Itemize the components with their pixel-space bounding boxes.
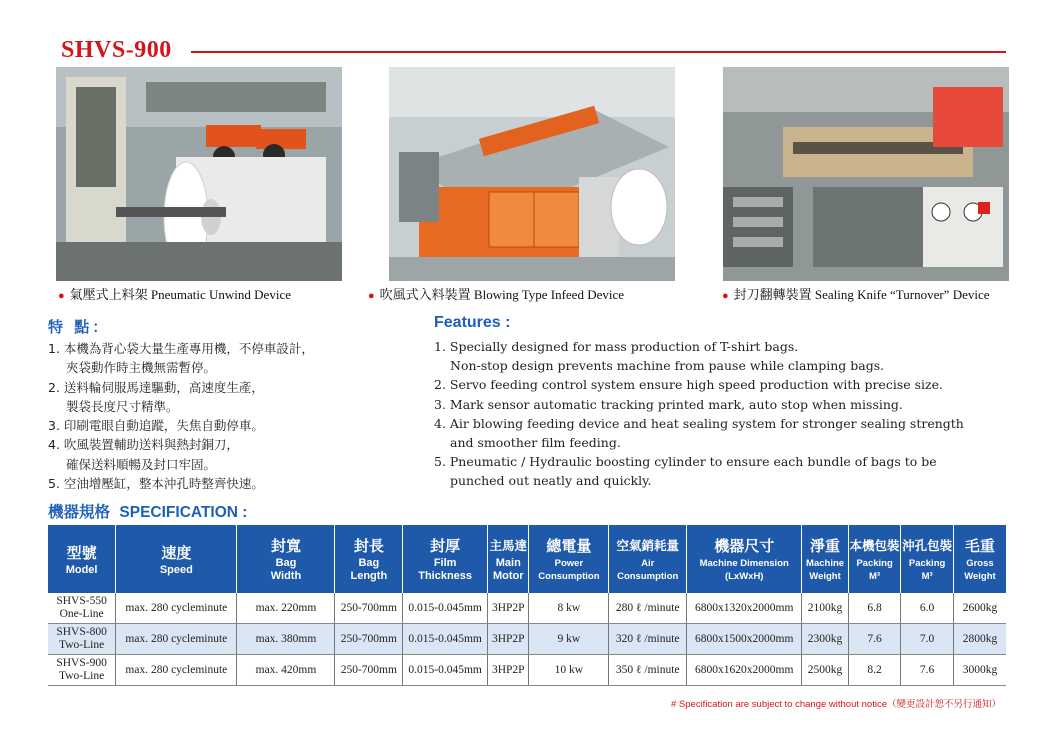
cell-main-motor: 3HP2P bbox=[488, 624, 529, 655]
cell-machine-weight: 2100kg bbox=[802, 593, 848, 624]
feature-zh-line: 3. 印刷電眼自動追蹤，失焦自動停車。 bbox=[48, 418, 264, 434]
cell-power: 10 kw bbox=[529, 655, 609, 686]
cell-speed: max. 280 cycleminute bbox=[116, 655, 237, 686]
cell-power: 8 kw bbox=[529, 593, 609, 624]
feature-zh-line: 製袋長度尺寸精準。 bbox=[66, 398, 179, 414]
spec-header-row bbox=[48, 525, 1006, 593]
col-model: 型號 Model bbox=[48, 525, 116, 593]
photo-pneumatic-unwind bbox=[56, 67, 342, 281]
feature-en-line: and smoother film feeding. bbox=[450, 435, 621, 451]
feature-zh-line: 2. 送料輪伺服馬達驅動，高速度生產， bbox=[48, 379, 264, 395]
feature-en-line: 4. Air blowing feeding device and heat sealing system for stronger sealing strength bbox=[434, 415, 964, 431]
cell-model: SHVS-550 One-Line bbox=[48, 593, 116, 624]
feature-en-line: 1. Specially designed for mass production of T-shirt bags. bbox=[434, 339, 799, 354]
feature-en-line: 3. Mark sensor automatic tracking printed mark, auto stop when missing. bbox=[434, 396, 903, 412]
cell-film-thickness: 0.015-0.045mm bbox=[403, 624, 488, 655]
caption-sealing-knife: ● 封刀翻轉裝置 Sealing Knife “Turnover” Device bbox=[722, 287, 990, 302]
photo-sealing-knife bbox=[723, 67, 1009, 281]
cell-packing-punch: 7.6 bbox=[901, 655, 954, 686]
cell-dimension: 6800x1500x2000mm bbox=[687, 624, 802, 655]
spec-table bbox=[48, 525, 1006, 686]
cell-power: 9 kw bbox=[529, 624, 609, 655]
cell-bag-width: max. 420mm bbox=[237, 655, 335, 686]
col-packing-punch: 沖孔包裝 Packing M³ bbox=[901, 525, 954, 593]
features-en-heading: Features : bbox=[434, 314, 511, 331]
col-dimension: 機器尺寸 Machine Dimension (LxWxH) bbox=[687, 525, 802, 593]
col-packing-machine: 本機包裝 Packing M³ bbox=[848, 525, 901, 593]
caption-infeed: ● 吹風式入料裝置 Blowing Type Infeed Device bbox=[368, 287, 625, 302]
caption-unwind: ● 氣壓式上料架 Pneumatic Unwind Device bbox=[58, 287, 291, 302]
col-bag-width: 封寬 Bag Width bbox=[237, 525, 335, 593]
cell-bag-length: 250-700mm bbox=[335, 593, 403, 624]
cell-machine-weight: 2300kg bbox=[802, 624, 848, 655]
feature-zh-line: 確保送料順暢及封口牢固。 bbox=[66, 456, 217, 472]
photo-blowing-infeed bbox=[389, 67, 675, 281]
cell-speed: max. 280 cycleminute bbox=[116, 593, 237, 624]
bullet-icon: ● bbox=[368, 290, 375, 302]
bullet-icon: ● bbox=[722, 290, 729, 302]
col-power: 總電量 Power Consumption bbox=[529, 525, 609, 593]
feature-en-line: 2. Servo feeding control system ensure high speed production with precise size. bbox=[434, 377, 943, 393]
table-row bbox=[48, 624, 1006, 655]
feature-zh-line: 1. 本機為背心袋大量生產專用機，不停車設計， bbox=[48, 341, 314, 356]
cell-bag-width: max. 220mm bbox=[237, 593, 335, 624]
spec-heading bbox=[48, 500, 247, 522]
table-row bbox=[48, 593, 1006, 624]
cell-bag-length: 250-700mm bbox=[335, 624, 403, 655]
cell-air: 280 ℓ /minute bbox=[609, 593, 687, 624]
cell-packing-machine: 8.2 bbox=[848, 655, 901, 686]
feature-en-line: 5. Pneumatic / Hydraulic boosting cylinder to ensure each bundle of bags to be bbox=[434, 454, 937, 470]
spec-note: # Specification are subject to change without notice（變更設計恕不另行通知） bbox=[671, 699, 1001, 710]
cell-packing-machine: 6.8 bbox=[848, 593, 901, 624]
cell-air: 320 ℓ /minute bbox=[609, 624, 687, 655]
feature-zh-line: 夾袋動作時主機無需暫停。 bbox=[66, 360, 217, 376]
cell-film-thickness: 0.015-0.045mm bbox=[403, 593, 488, 624]
col-gross-weight: 毛重 Gross Weight bbox=[953, 525, 1006, 593]
feature-zh-line: 4. 吹風裝置輔助送料與熱封銅刀， bbox=[48, 437, 239, 453]
features-en-list bbox=[434, 337, 1024, 491]
title-rule bbox=[191, 51, 1006, 53]
cell-model: SHVS-800 Two-Line bbox=[48, 624, 116, 655]
cell-packing-machine: 7.6 bbox=[848, 624, 901, 655]
spec-heading-zh: 機器規格 bbox=[48, 503, 111, 521]
cell-model: SHVS-900 Two-Line bbox=[48, 655, 116, 686]
col-bag-length: 封長 Bag Length bbox=[335, 525, 403, 593]
cell-speed: max. 280 cycleminute bbox=[116, 624, 237, 655]
table-row bbox=[48, 655, 1006, 686]
col-main-motor: 主馬達 Main Motor bbox=[488, 525, 529, 593]
col-air: 空氣銷耗量 Air Consumption bbox=[609, 525, 687, 593]
cell-film-thickness: 0.015-0.045mm bbox=[403, 655, 488, 686]
cell-machine-weight: 2500kg bbox=[802, 655, 848, 686]
cell-bag-length: 250-700mm bbox=[335, 655, 403, 686]
features-zh-list bbox=[48, 339, 388, 493]
col-speed: 速度 Speed bbox=[116, 525, 237, 593]
cell-packing-punch: 7.0 bbox=[901, 624, 954, 655]
cell-bag-width: max. 380mm bbox=[237, 624, 335, 655]
cell-dimension: 6800x1320x2000mm bbox=[687, 593, 802, 624]
bullet-icon: ● bbox=[58, 290, 65, 302]
col-film-thickness: 封厚 Film Thickness bbox=[403, 525, 488, 593]
cell-gross-weight: 2600kg bbox=[953, 593, 1006, 624]
page-title: SHVS-900 bbox=[61, 37, 172, 63]
cell-gross-weight: 3000kg bbox=[953, 655, 1006, 686]
spec-heading-en: SPECIFICATION : bbox=[119, 504, 248, 521]
cell-main-motor: 3HP2P bbox=[488, 593, 529, 624]
feature-zh-line: 5. 空油增壓缸，整本沖孔時整齊快速。 bbox=[48, 476, 264, 492]
features-zh-heading: 特 點： bbox=[48, 318, 111, 336]
col-machine-weight: 淨重 Machine Weight bbox=[802, 525, 848, 593]
cell-gross-weight: 2800kg bbox=[953, 624, 1006, 655]
cell-main-motor: 3HP2P bbox=[488, 655, 529, 686]
cell-packing-punch: 6.0 bbox=[901, 593, 954, 624]
feature-en-line: Non-stop design prevents machine from pause while clamping bags. bbox=[450, 358, 885, 374]
cell-dimension: 6800x1620x2000mm bbox=[687, 655, 802, 686]
cell-air: 350 ℓ /minute bbox=[609, 655, 687, 686]
feature-en-line: punched out neatly and quickly. bbox=[450, 473, 652, 489]
